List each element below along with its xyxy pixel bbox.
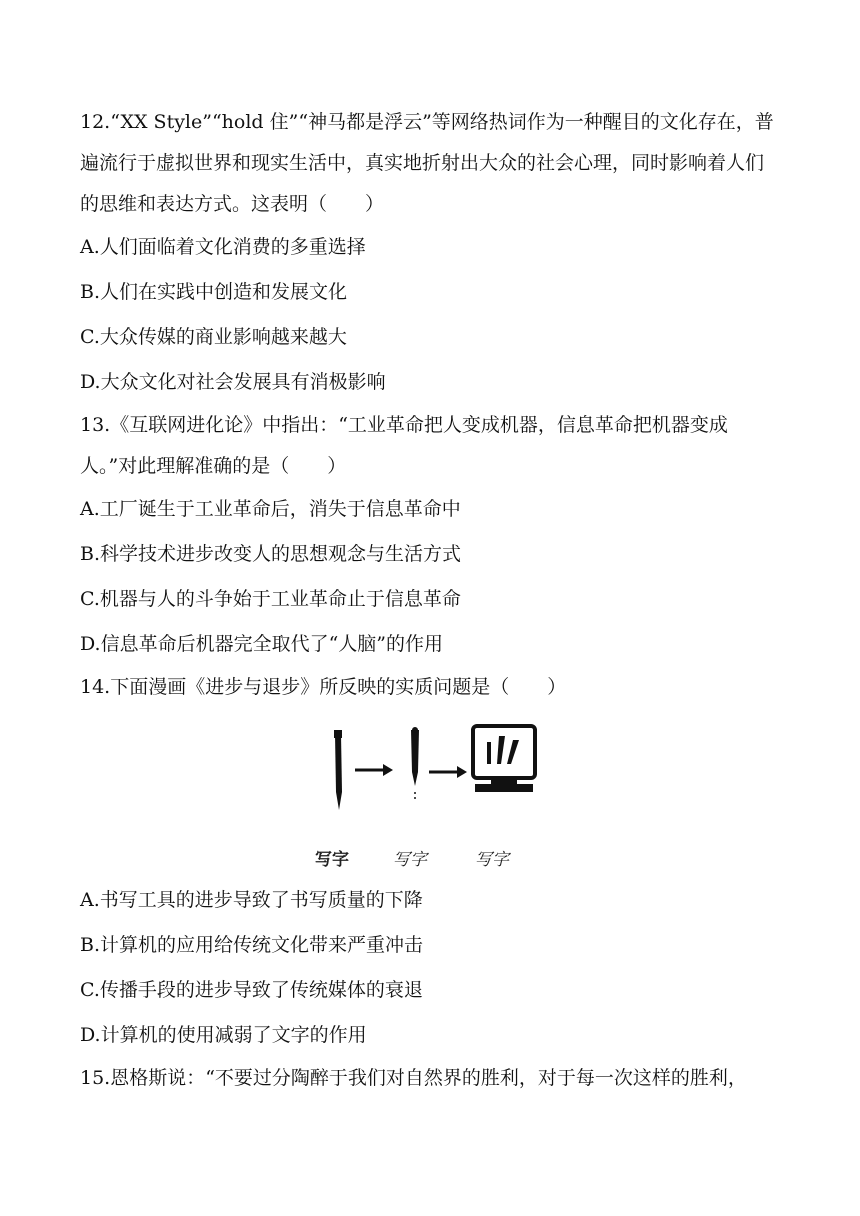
arrow-icon (429, 766, 467, 778)
pen-icon (411, 727, 419, 800)
question-13 (80, 405, 780, 667)
exam-page (80, 102, 780, 1099)
question-13-option-b: B.科学技术进步改变人的思想观念与生活方式 (80, 543, 462, 565)
computer-icon (473, 726, 535, 792)
arrow-icon (355, 764, 393, 776)
question-15 (80, 1058, 780, 1099)
caption-computer: 写字 (475, 850, 509, 870)
question-12-option-c: C.大众传媒的商业影响越来越大 (80, 326, 347, 348)
question-15-stem: 15.恩格斯说：“不要过分陶醉于我们对自然界的胜利，对于每一次这样的胜利， (80, 1067, 747, 1089)
question-14-option-a: A.书写工具的进步导致了书写质量的下降 (80, 889, 423, 911)
question-14 (80, 667, 780, 1058)
caption-brush: 写字 (315, 850, 349, 870)
question-12-stem: 12.“XX Style”“hold 住”“神马都是浮云”等网络热词作为一种醒目的文化存在，普遍流行于虚拟世界和现实生活中，真实地折射出大众的社会心理，同时影响着人们的思维和表达方式。这表明（ ） (80, 111, 774, 215)
cartoon-figure (80, 722, 780, 870)
cartoon-drawing (315, 722, 545, 832)
question-14-option-b: B.计算机的应用给传统文化带来严重冲击 (80, 934, 424, 956)
question-12-option-b: B.人们在实践中创造和发展文化 (80, 281, 348, 303)
question-12 (80, 102, 780, 405)
question-14-option-d: D.计算机的使用减弱了文字的作用 (80, 1024, 367, 1046)
question-13-stem: 13.《互联网进化论》中指出：“工业革命把人变成机器，信息革命把机器变成人。”对此理解准确的是（ ） (80, 414, 728, 477)
question-12-option-a: A.人们面临着文化消费的多重选择 (80, 236, 366, 258)
question-14-stem: 14.下面漫画《进步与退步》所反映的实质问题是（ ） (80, 676, 567, 698)
cartoon-progress-regress (315, 722, 545, 870)
question-12-option-d: D.大众文化对社会发展具有消极影响 (80, 371, 386, 393)
brush-icon (334, 730, 342, 810)
caption-pen: 写字 (393, 850, 427, 870)
question-13-option-d: D.信息革命后机器完全取代了“人脑”的作用 (80, 633, 444, 655)
question-14-option-c: C.传播手段的进步导致了传统媒体的衰退 (80, 979, 423, 1001)
question-13-option-c: C.机器与人的斗争始于工业革命止于信息革命 (80, 588, 461, 610)
question-13-option-a: A.工厂诞生于工业革命后，消失于信息革命中 (80, 498, 461, 520)
